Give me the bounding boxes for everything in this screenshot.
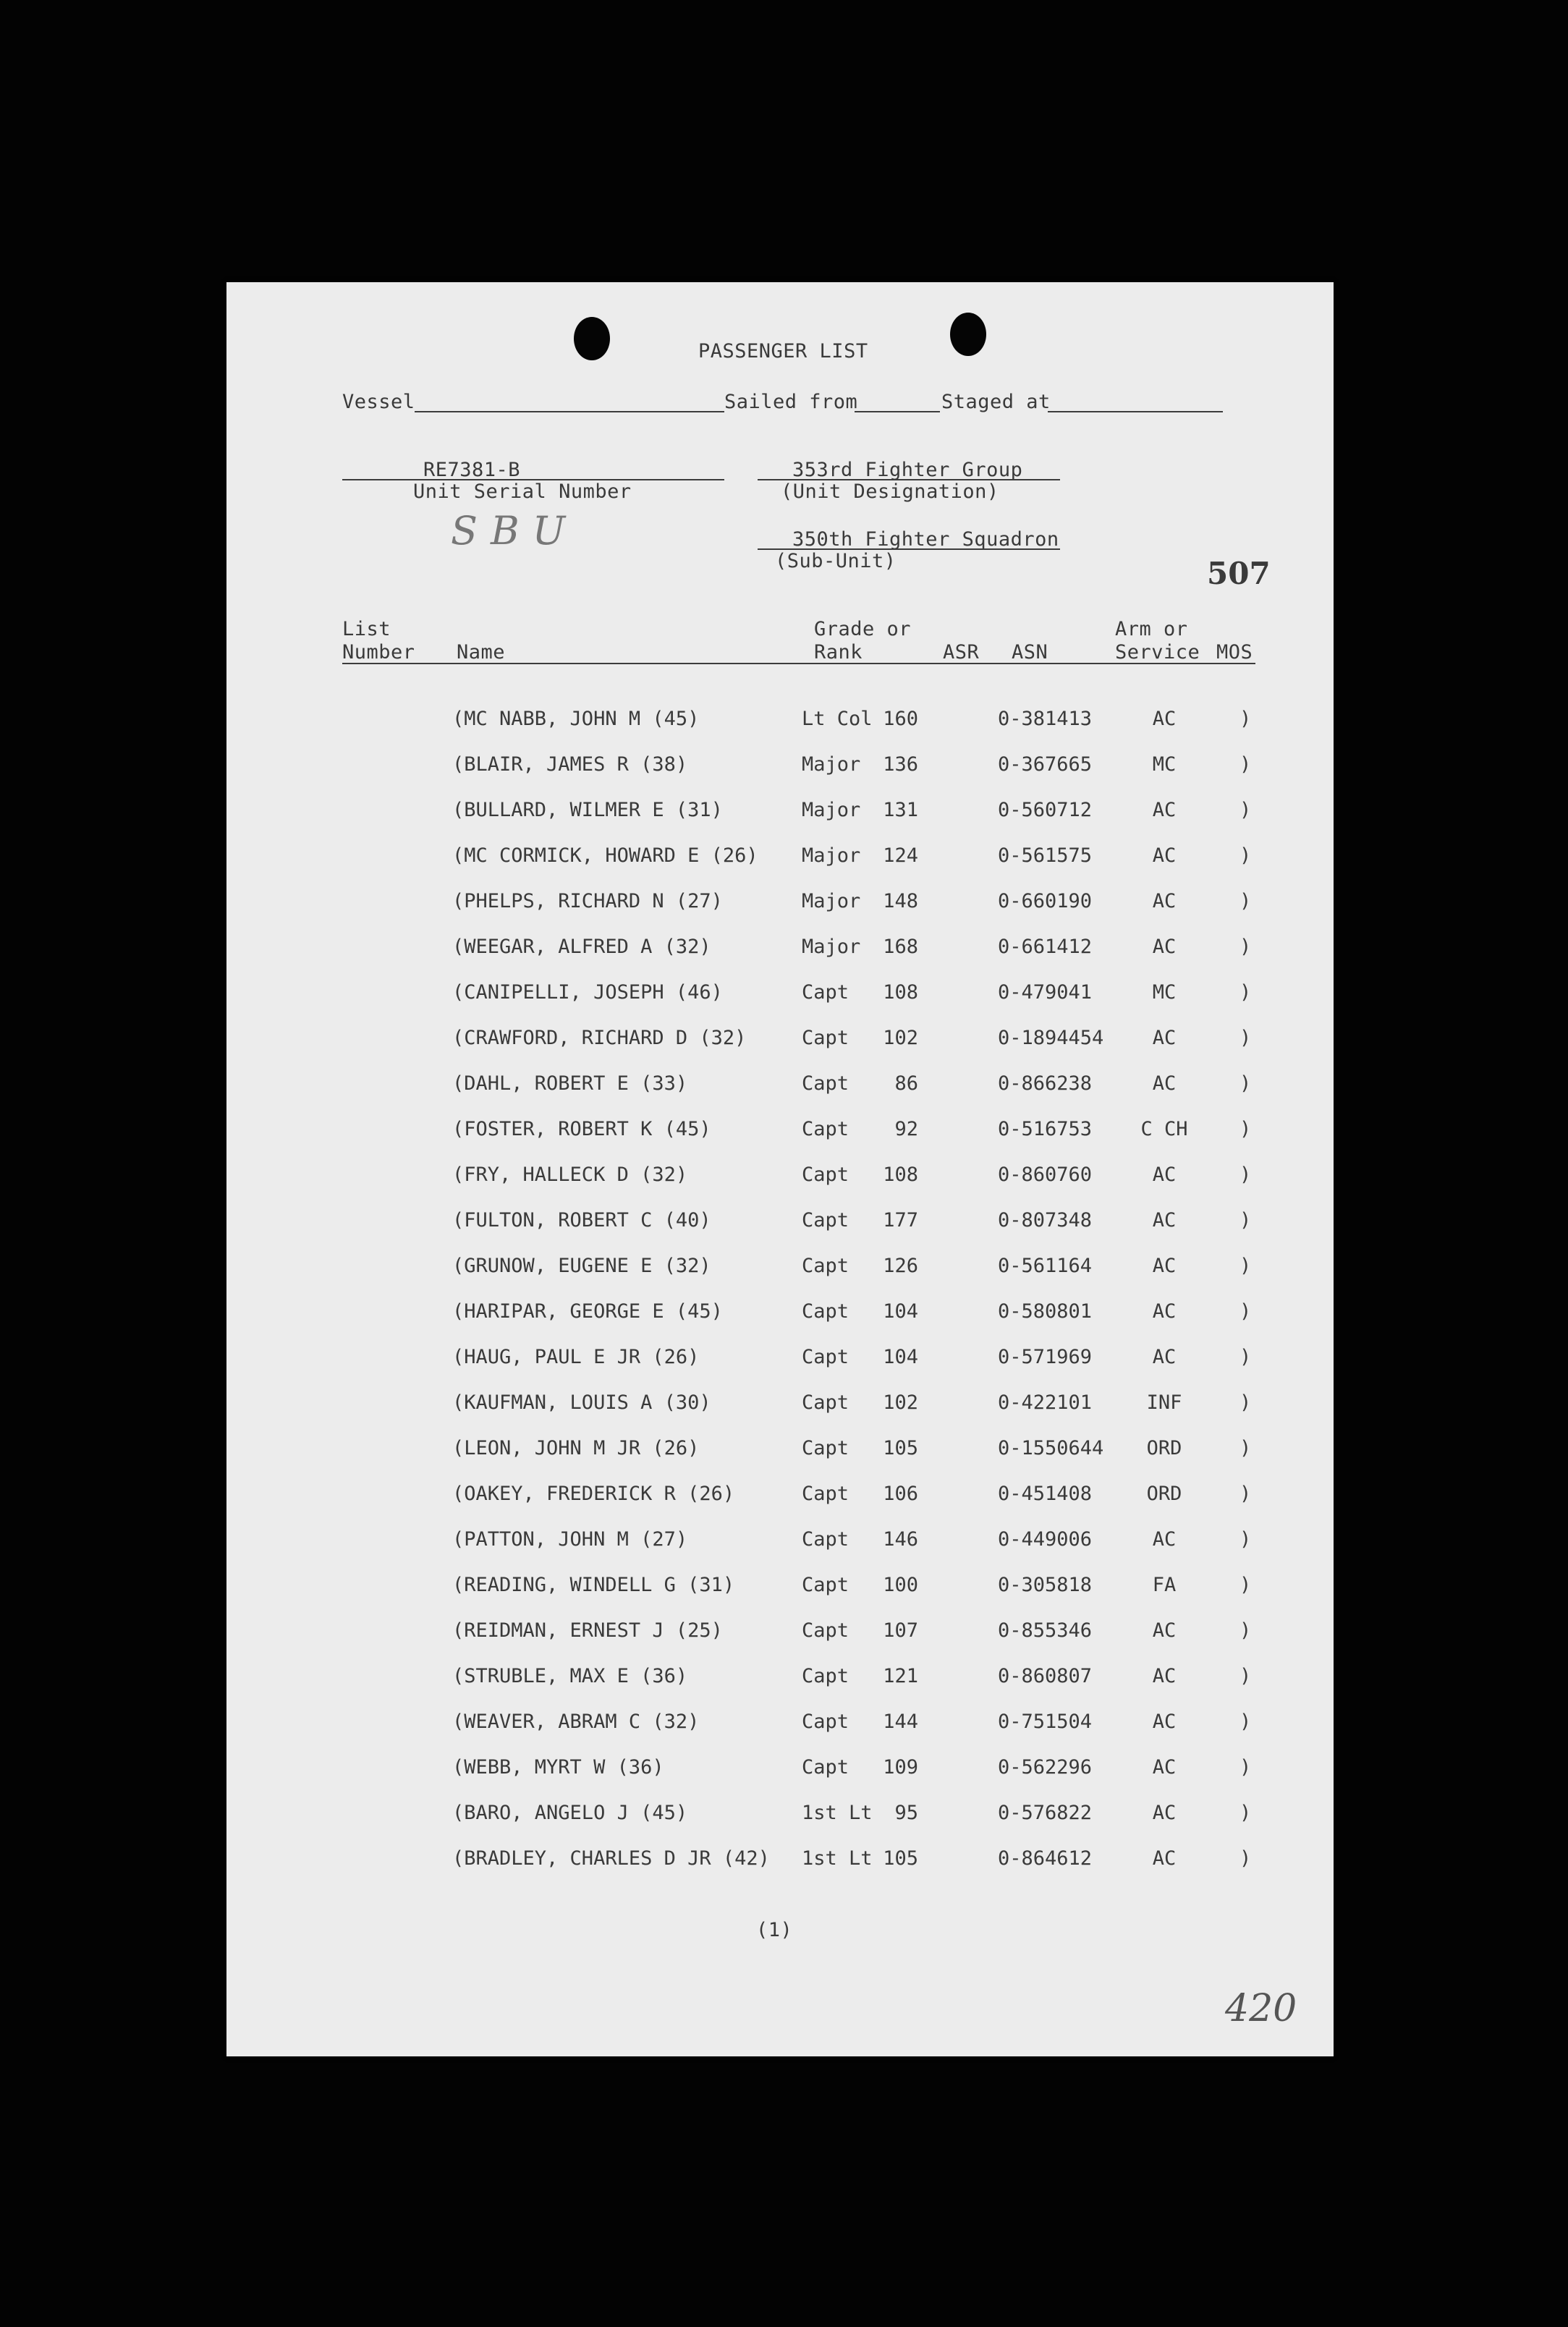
passenger-arm-service: AC [1152,1209,1177,1232]
table-row [226,1528,1334,1557]
passenger-mos: ) [1239,1483,1252,1505]
passenger-asr: 102 [883,1391,918,1414]
handwritten-page-number: 420 [1225,1987,1297,2030]
passenger-arm-service: AC [1152,936,1177,958]
passenger-asn: 0-516753 [998,1118,1093,1140]
passenger-arm-service: AC [1152,1802,1177,1824]
passenger-grade: Major [802,936,861,958]
passenger-asr: 148 [883,890,918,912]
list-number-header: List Number [342,618,415,664]
passenger-asn: 0-305818 [998,1574,1093,1596]
sailed-from-field-line [855,411,940,412]
table-row [226,1847,1334,1876]
table-row [226,936,1334,965]
vessel-field-line [415,411,724,412]
table-row [226,981,1334,1010]
passenger-arm-service: AC [1152,708,1177,730]
passenger-asr: 107 [883,1619,918,1642]
passenger-mos: ) [1239,1300,1252,1323]
passenger-asn: 0-661412 [998,936,1093,958]
passenger-arm-service: AC [1152,1346,1177,1368]
passenger-asn: 0-381413 [998,708,1093,730]
staged-at-label: Staged at [941,391,1051,413]
passenger-mos: ) [1239,1802,1252,1824]
passenger-asn: 0-576822 [998,1802,1093,1824]
table-row [226,1574,1334,1603]
table-row [226,1756,1334,1785]
passenger-mos: ) [1239,1255,1252,1277]
table-row [226,1483,1334,1512]
passenger-asn: 0-561575 [998,844,1093,867]
passenger-asr: 104 [883,1346,918,1368]
passenger-asn: 0-479041 [998,981,1093,1004]
passenger-grade: Major [802,844,861,867]
passenger-mos: ) [1239,1209,1252,1232]
passenger-asn: 0-860807 [998,1665,1093,1687]
table-row [226,1665,1334,1694]
passenger-mos: ) [1239,936,1252,958]
passenger-grade: Capt [802,1164,849,1186]
table-row [226,1164,1334,1192]
staged-at-field-line [1048,411,1223,412]
passenger-name: (WEAVER, ABRAM C (32) [452,1711,700,1733]
passenger-arm-service: FA [1152,1574,1177,1596]
passenger-name: (MC CORMICK, HOWARD E (26) [452,844,758,867]
passenger-asr: 124 [883,844,918,867]
passenger-grade: Capt [802,1255,849,1277]
passenger-grade: Capt [802,1300,849,1323]
table-row [226,1027,1334,1056]
passenger-name: (BLAIR, JAMES R (38) [452,753,688,776]
punch-hole [574,317,610,360]
passenger-name: (LEON, JOHN M JR (26) [452,1437,700,1459]
passenger-mos: ) [1239,1164,1252,1186]
passenger-asn: 0-367665 [998,753,1093,776]
passenger-mos: ) [1239,981,1252,1004]
passenger-asr: 126 [883,1255,918,1277]
stamp-number: 507 [1207,556,1271,591]
passenger-asr: 104 [883,1300,918,1323]
asr-header: ASR [943,641,980,664]
passenger-name: (DAHL, ROBERT E (33) [452,1072,688,1095]
passenger-asn: 0-751504 [998,1711,1093,1733]
table-row [226,1209,1334,1238]
passenger-mos: ) [1239,1665,1252,1687]
unit-designation-label: (Unit Designation) [781,480,999,503]
passenger-asn: 0-571969 [998,1346,1093,1368]
arm-header: Arm or Service [1115,618,1200,664]
passenger-mos: ) [1239,1437,1252,1459]
passenger-grade: Capt [802,1346,849,1368]
table-row [226,844,1334,873]
unit-serial-number: RE7381-B [423,459,521,481]
passenger-name: (BARO, ANGELO J (45) [452,1802,688,1824]
table-row [226,1437,1334,1466]
passenger-grade: Major [802,890,861,912]
page-number: (1) [756,1919,793,1941]
passenger-name: (PATTON, JOHN M (27) [452,1528,688,1551]
passenger-grade: Capt [802,1756,849,1779]
asn-header: ASN [1012,641,1048,664]
punch-hole [950,313,986,356]
passenger-grade: Capt [802,1209,849,1232]
passenger-arm-service: AC [1152,1619,1177,1642]
passenger-asn: 0-855346 [998,1619,1093,1642]
passenger-grade: Capt [802,1118,849,1140]
passenger-name: (FOSTER, ROBERT K (45) [452,1118,711,1140]
passenger-asn: 0-807348 [998,1209,1093,1232]
passenger-name: (KAUFMAN, LOUIS A (30) [452,1391,711,1414]
passenger-asn: 0-1894454 [998,1027,1104,1049]
passenger-arm-service: AC [1152,1847,1177,1870]
passenger-asn: 0-866238 [998,1072,1093,1095]
passenger-arm-service: AC [1152,844,1177,867]
passenger-mos: ) [1239,1072,1252,1095]
passenger-asn: 0-561164 [998,1255,1093,1277]
passenger-name: (FRY, HALLECK D (32) [452,1164,688,1186]
header-rule [342,663,1255,664]
passenger-asr: 177 [883,1209,918,1232]
passenger-mos: ) [1239,1619,1252,1642]
passenger-grade: Lt Col [802,708,873,730]
passenger-name: (READING, WINDELL G (31) [452,1574,735,1596]
passenger-grade: Capt [802,1528,849,1551]
passenger-asn: 0-560712 [998,799,1093,821]
passenger-mos: ) [1239,1847,1252,1870]
document-title: PASSENGER LIST [698,340,868,363]
table-row [226,1255,1334,1284]
passenger-grade: Capt [802,1711,849,1733]
passenger-asn: 0-451408 [998,1483,1093,1505]
name-header: Name [457,641,506,664]
passenger-name: (REIDMAN, ERNEST J (25) [452,1619,723,1642]
passenger-asn: 0-449006 [998,1528,1093,1551]
passenger-arm-service: AC [1152,1528,1177,1551]
passenger-asn: 0-860760 [998,1164,1093,1186]
passenger-asr: 121 [883,1665,918,1687]
passenger-grade: 1st Lt [802,1802,873,1824]
table-row [226,1619,1334,1648]
passenger-grade: Capt [802,1619,849,1642]
unit-designation: 353rd Fighter Group [792,459,1023,481]
passenger-grade: Major [802,753,861,776]
passenger-name: (STRUBLE, MAX E (36) [452,1665,688,1687]
passenger-arm-service: AC [1152,1164,1177,1186]
passenger-asr: 168 [883,936,918,958]
passenger-asr: 106 [883,1483,918,1505]
passenger-grade: Capt [802,1391,849,1414]
passenger-arm-service: AC [1152,1711,1177,1733]
table-row [226,890,1334,919]
table-row [226,1711,1334,1739]
passenger-asr: 105 [883,1437,918,1459]
passenger-arm-service: INF [1146,1391,1182,1414]
passenger-asr: 109 [883,1756,918,1779]
table-row [226,1802,1334,1831]
mos-header: MOS [1216,641,1253,664]
passenger-asn: 0-864612 [998,1847,1093,1870]
passenger-arm-service: MC [1152,981,1177,1004]
passenger-mos: ) [1239,1711,1252,1733]
passenger-arm-service: AC [1152,890,1177,912]
passenger-arm-service: AC [1152,1665,1177,1687]
passenger-asn: 0-580801 [998,1300,1093,1323]
passenger-arm-service: AC [1152,1756,1177,1779]
passenger-asr: 136 [883,753,918,776]
passenger-asr: 144 [883,1711,918,1733]
passenger-asr: 105 [883,1847,918,1870]
table-row [226,1118,1334,1147]
passenger-asr: 92 [894,1118,918,1140]
passenger-mos: ) [1239,1118,1252,1140]
passenger-asr: 95 [894,1802,918,1824]
passenger-name: (CRAWFORD, RICHARD D (32) [452,1027,747,1049]
passenger-mos: ) [1239,1528,1252,1551]
table-row [226,753,1334,782]
passenger-arm-service: C CH [1140,1118,1188,1140]
passenger-grade: Capt [802,1072,849,1095]
passenger-asr: 102 [883,1027,918,1049]
passenger-mos: ) [1239,708,1252,730]
passenger-arm-service: ORD [1146,1437,1182,1459]
passenger-mos: ) [1239,753,1252,776]
passenger-arm-service: AC [1152,1300,1177,1323]
document-sheet [226,282,1334,2056]
passenger-name: (BRADLEY, CHARLES D JR (42) [452,1847,770,1870]
passenger-grade: 1st Lt [802,1847,873,1870]
passenger-name: (FULTON, ROBERT C (40) [452,1209,711,1232]
passenger-grade: Capt [802,1437,849,1459]
table-row [226,1391,1334,1420]
passenger-name: (PHELPS, RICHARD N (27) [452,890,723,912]
passenger-grade: Capt [802,1665,849,1687]
passenger-name: (MC NABB, JOHN M (45) [452,708,700,730]
passenger-name: (GRUNOW, EUGENE E (32) [452,1255,711,1277]
passenger-asn: 0-1550644 [998,1437,1104,1459]
sailed-from-label: Sailed from [724,391,858,413]
table-row [226,1072,1334,1101]
table-row [226,799,1334,828]
passenger-name: (WEEGAR, ALFRED A (32) [452,936,711,958]
passenger-asr: 160 [883,708,918,730]
passenger-grade: Capt [802,1027,849,1049]
passenger-mos: ) [1239,1756,1252,1779]
passenger-mos: ) [1239,799,1252,821]
passenger-name: (OAKEY, FREDERICK R (26) [452,1483,735,1505]
unit-serial-number-label: Unit Serial Number [413,480,632,503]
passenger-asr: 108 [883,1164,918,1186]
passenger-asr: 131 [883,799,918,821]
grade-header: Grade or Rank [814,618,912,664]
passenger-asn: 0-562296 [998,1756,1093,1779]
passenger-asr: 108 [883,981,918,1004]
passenger-name: (BULLARD, WILMER E (31) [452,799,723,821]
passenger-mos: ) [1239,1027,1252,1049]
passenger-arm-service: MC [1152,753,1177,776]
passenger-grade: Major [802,799,861,821]
passenger-mos: ) [1239,844,1252,867]
passenger-mos: ) [1239,890,1252,912]
passenger-arm-service: AC [1152,1255,1177,1277]
passenger-arm-service: ORD [1146,1483,1182,1505]
passenger-grade: Capt [802,981,849,1004]
table-row [226,708,1334,737]
sub-unit: 350th Fighter Squadron [792,528,1059,551]
passenger-mos: ) [1239,1574,1252,1596]
passenger-arm-service: AC [1152,1072,1177,1095]
passenger-mos: ) [1239,1346,1252,1368]
passenger-name: (HARIPAR, GEORGE E (45) [452,1300,723,1323]
passenger-arm-service: AC [1152,799,1177,821]
passenger-grade: Capt [802,1574,849,1596]
passenger-grade: Capt [802,1483,849,1505]
passenger-mos: ) [1239,1391,1252,1414]
table-row [226,1346,1334,1375]
table-row [226,1300,1334,1329]
passenger-asn: 0-422101 [998,1391,1093,1414]
vessel-label: Vessel [342,391,415,413]
passenger-asn: 0-660190 [998,890,1093,912]
passenger-name: (HAUG, PAUL E JR (26) [452,1346,700,1368]
passenger-asr: 146 [883,1528,918,1551]
handwritten-note: SBU [451,508,579,554]
passenger-arm-service: AC [1152,1027,1177,1049]
sub-unit-label: (Sub-Unit) [775,550,897,572]
passenger-asr: 86 [894,1072,918,1095]
passenger-name: (WEBB, MYRT W (36) [452,1756,664,1779]
passenger-asr: 100 [883,1574,918,1596]
passenger-name: (CANIPELLI, JOSEPH (46) [452,981,723,1004]
